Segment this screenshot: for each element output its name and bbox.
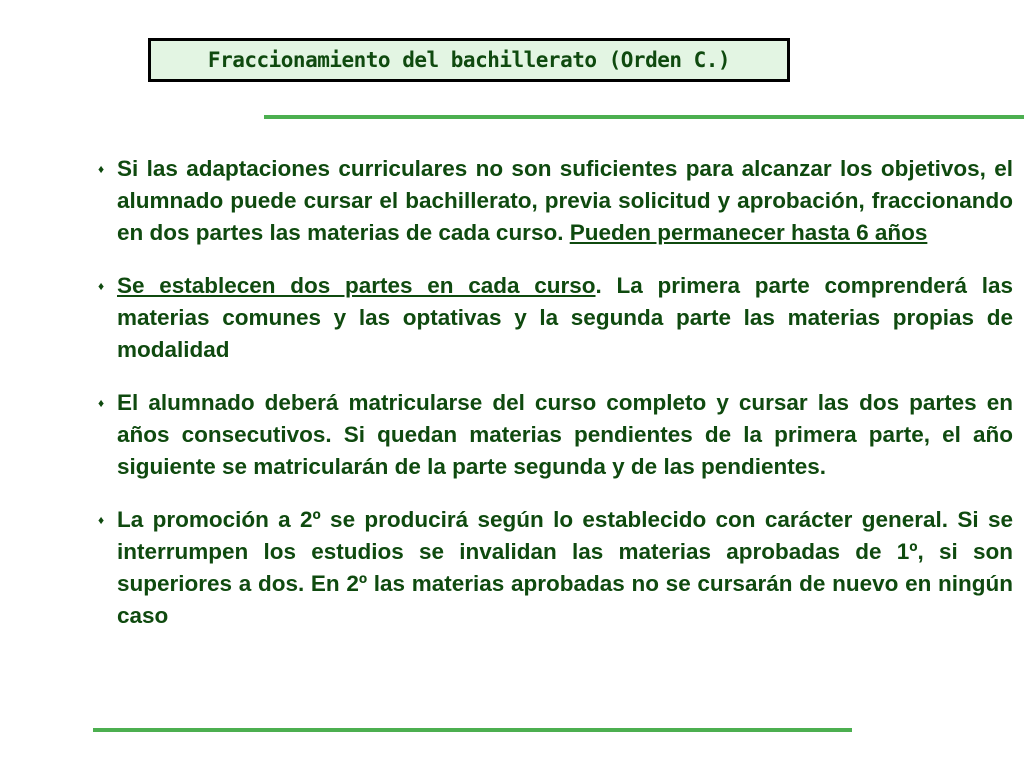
item-text: . La primera parte comprenderá las materias comunes y las optativas y la segunda parte las materias propias de modalidad	[117, 273, 1013, 362]
diamond-bullet-icon: ♦	[97, 396, 105, 410]
list-item	[96, 504, 1013, 632]
slide-title: Fraccionamiento del bachillerato (Orden C.)	[207, 48, 731, 72]
diamond-bullet-icon: ♦	[97, 279, 105, 293]
list-item	[96, 153, 1013, 249]
item-text: Si las adaptaciones curriculares no son suficientes para alcanzar los objetivos, el alumnado puede cursar el bachillerato, previa solicitud y aprobación, fraccionando en dos partes las materias de cada curso.	[117, 156, 1013, 245]
item-underlined-text: Se establecen dos partes en cada curso	[117, 273, 596, 298]
item-text: El alumnado deberá matricularse del curso completo y cursar las dos partes en años consecutivos. Si quedan materias pendientes de la primera parte, el año siguiente se matricularán de la parte segunda y de las pendientes.	[117, 390, 1013, 479]
item-text: La promoción a 2º se producirá según lo establecido con carácter general. Si se interrumpen los estudios se invalidan las materias aprobadas de 1º, si son superiores a dos. En 2º las materias aprobadas no se cursarán de nuevo en ningún caso	[117, 507, 1013, 628]
diamond-bullet-icon: ♦	[97, 513, 105, 527]
item-underlined-text: Pueden permanecer hasta 6 años	[569, 220, 928, 245]
bullet-list	[96, 153, 1013, 653]
top-divider	[264, 115, 1024, 119]
list-item	[96, 387, 1013, 483]
list-item	[96, 270, 1013, 366]
title-box	[148, 38, 790, 82]
bottom-divider	[93, 728, 852, 732]
diamond-bullet-icon: ♦	[97, 162, 105, 176]
